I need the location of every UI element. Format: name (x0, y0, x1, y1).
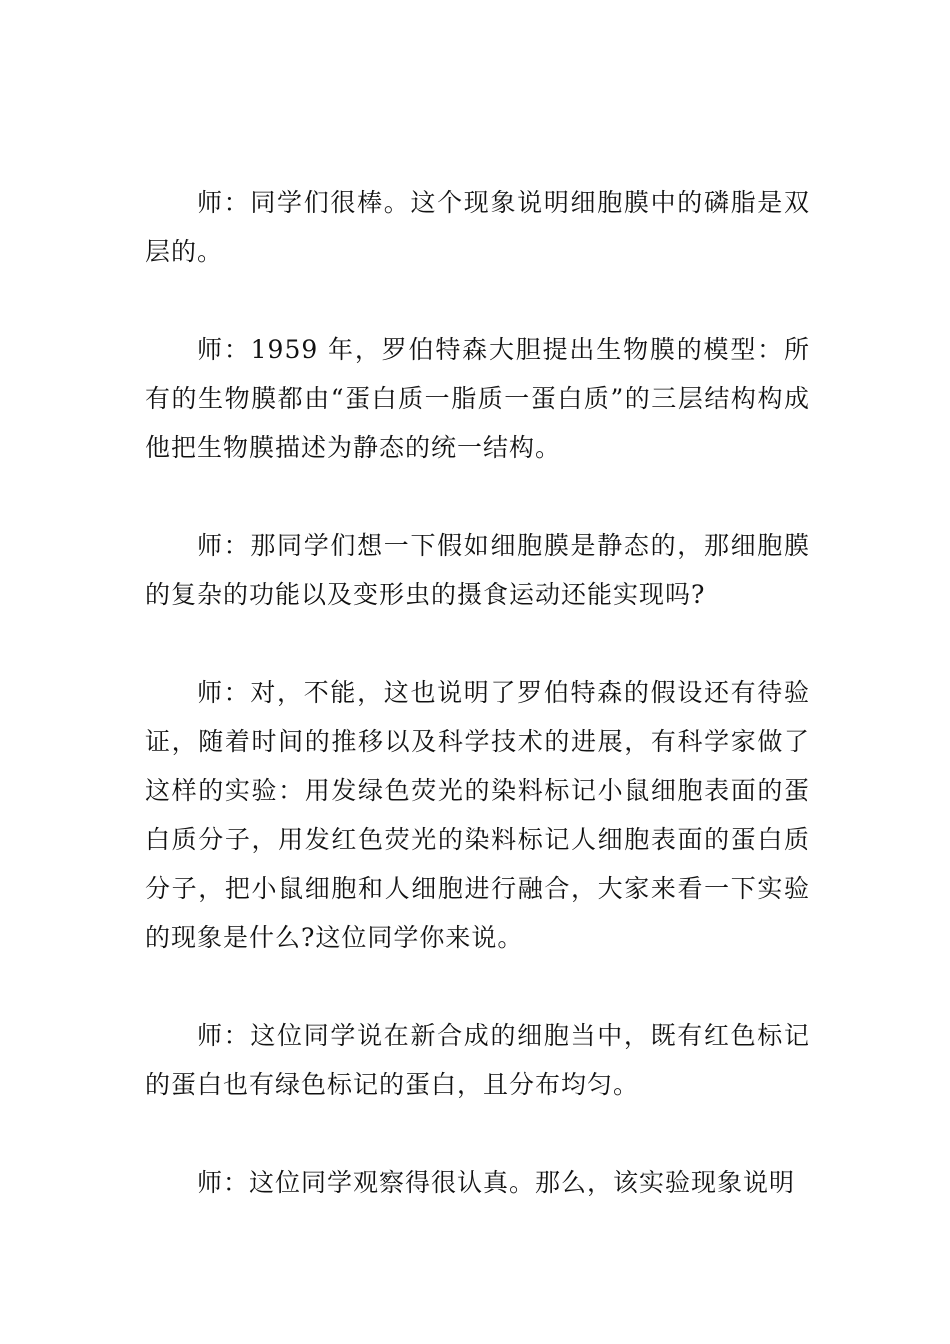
paragraph: 师：那同学们想一下假如细胞膜是静态的，那细胞膜的复杂的功能以及变形虫的摄食运动还能实现吗? (145, 531, 810, 609)
paragraph: 师：同学们很棒。这个现象说明细胞膜中的磷脂是双层的。 (145, 188, 810, 266)
paragraph: 师：这位同学观察得很认真。那么，该实验现象说明 (197, 1168, 796, 1197)
document-body (145, 178, 810, 1207)
paragraph: 师：对，不能，这也说明了罗伯特森的假设还有待验证，随着时间的推移以及科学技术的进展，有科学家做了这样的实验：用发绿色荧光的染料标记小鼠细胞表面的蛋白质分子，用发红色荧光的染料标记人细胞表面的蛋白质分子，把小鼠细胞和人细胞进行融合，大家来看一下实验的现象是什么?这位同学你来说。 (145, 678, 810, 952)
paragraph: 师：1959 年，罗伯特森大胆提出生物膜的模型：所有的生物膜都由“蛋白质一脂质一蛋白质”的三层结构构成他把生物膜描述为静态的统一结构。 (145, 335, 810, 462)
paragraph: 师：这位同学说在新合成的细胞当中，既有红色标记的蛋白也有绿色标记的蛋白，且分布均匀。 (145, 1021, 810, 1099)
